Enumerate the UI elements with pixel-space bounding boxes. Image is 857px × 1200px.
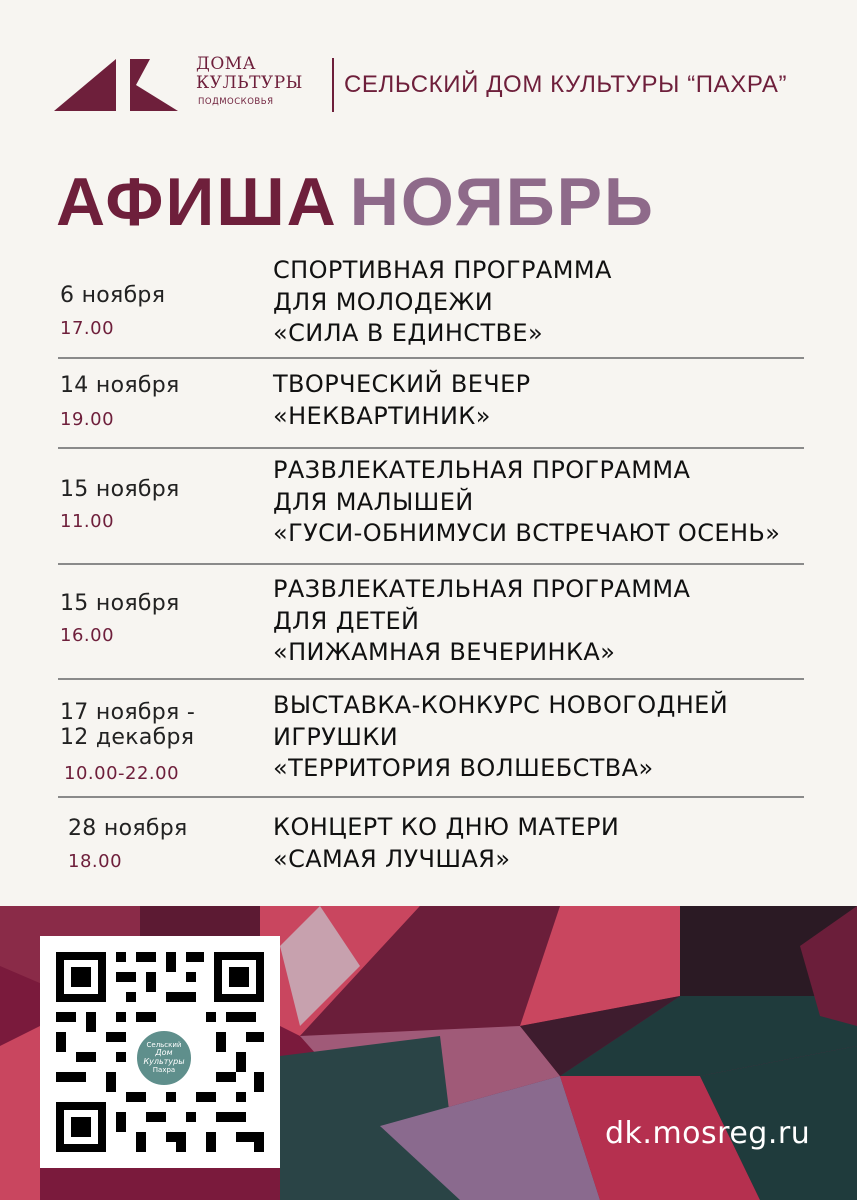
event-title: РАЗВЛЕКАТЕЛЬНАЯ ПРОГРАММА ДЛЯ ДЕТЕЙ «ПИЖАМНАЯ ВЕЧЕРИНКА» bbox=[273, 575, 691, 667]
event-date: 6 ноября bbox=[60, 283, 166, 308]
event-title: КОНЦЕРТ КО ДНЮ МАТЕРИ «САМАЯ ЛУЧШАЯ» bbox=[273, 813, 620, 873]
header-divider bbox=[332, 58, 334, 112]
event-separator bbox=[58, 357, 804, 359]
logo-line-1: ДОМА bbox=[196, 54, 257, 74]
logo-line-3: ПОДМОСКОВЬЯ bbox=[198, 97, 274, 107]
event-date: 17 ноября - 12 декабря bbox=[60, 700, 196, 751]
event-title: ТВОРЧЕСКИЙ ВЕЧЕР «НЕКВАРТИНИК» bbox=[273, 370, 531, 430]
title-month: НОЯБРЬ bbox=[349, 164, 655, 240]
event-time: 16.00 bbox=[60, 625, 115, 646]
qr-badge-line-3: Пахра bbox=[152, 1065, 176, 1074]
event-title: СПОРТИВНАЯ ПРОГРАММА ДЛЯ МОЛОДЕЖИ «СИЛА В ЕДИНСТВЕ» bbox=[273, 256, 612, 348]
org-name: СЕЛЬСКИЙ ДОМ КУЛЬТУРЫ “ПАХРА” bbox=[344, 71, 788, 98]
website-link[interactable]: dk.mosreg.ru bbox=[605, 1116, 811, 1151]
event-date: 15 ноября bbox=[60, 477, 180, 502]
dk-logo-icon bbox=[52, 55, 180, 113]
event-date: 28 ноября bbox=[68, 816, 188, 841]
qr-badge-line-1: Сельский bbox=[146, 1040, 182, 1049]
event-separator bbox=[58, 563, 804, 565]
page-title bbox=[56, 164, 655, 240]
logo-text bbox=[196, 56, 303, 107]
event-time: 11.00 bbox=[60, 511, 115, 532]
event-title: РАЗВЛЕКАТЕЛЬНАЯ ПРОГРАММА ДЛЯ МАЛЫШЕЙ «ГУСИ-ОБНИМУСИ ВСТРЕЧАЮТ ОСЕНЬ» bbox=[273, 456, 781, 548]
header bbox=[0, 0, 857, 150]
title-afisha: АФИША bbox=[56, 164, 338, 240]
event-separator bbox=[58, 678, 804, 680]
event-time: 18.00 bbox=[68, 851, 123, 872]
event-separator bbox=[58, 447, 804, 449]
event-date: 14 ноября bbox=[60, 373, 180, 398]
event-time: 17.00 bbox=[60, 318, 115, 339]
qr-center-logo bbox=[134, 1028, 194, 1088]
event-time: 19.00 bbox=[60, 409, 115, 430]
logo-line-2: КУЛЬТУРЫ bbox=[196, 73, 303, 93]
event-title: ВЫСТАВКА-КОНКУРС НОВОГОДНЕЙ ИГРУШКИ «ТЕРРИТОРИЯ ВОЛШЕБСТВА» bbox=[273, 691, 729, 783]
event-time: 10.00-22.00 bbox=[64, 763, 180, 784]
event-date: 15 ноября bbox=[60, 591, 180, 616]
qr-badge-line-2: Дом Культуры bbox=[143, 1048, 185, 1066]
event-separator bbox=[58, 796, 804, 798]
